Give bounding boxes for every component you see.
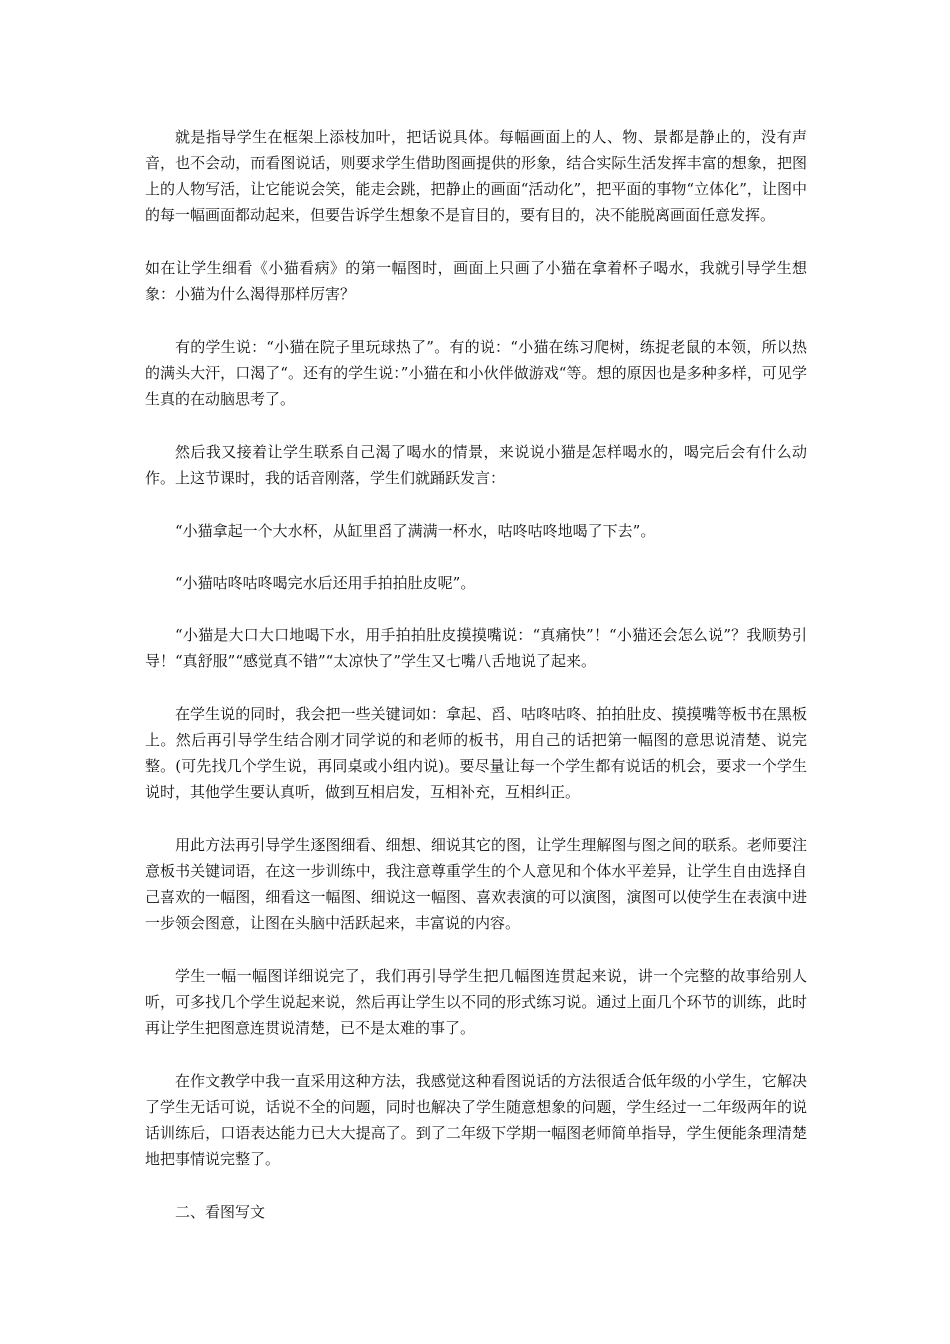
- paragraph-9: 用此方法再引导学生逐图细看、细想、细说其它的图，让学生理解图与图之间的联系。老师要注意板书关键词语，在这一步训练中，我注意尊重学生的个人意见和个体水平差异，让学生自由选择自己喜欢的一幅图，细看这一幅图、细说这一幅图、喜欢表演的可以演图，演图可以使学生在表演中进一步领会图意，让图在头脑中活跃起来，丰富说的内容。: [145, 836, 807, 932]
- paragraph-10: 学生一幅一幅图详细说完了，我们再引导学生把几幅图连贯起来说，讲一个完整的故事给别人听，可多找几个学生说起来说，然后再让学生以不同的形式练习说。通过上面几个环节的训练，此时再让学生把图意连贯说清楚，已不是太难的事了。: [145, 967, 807, 1037]
- document-body: [145, 124, 807, 1225]
- quote-2: “小猫咕咚咕咚喝完水后还用手拍拍肚皮呢”。: [175, 574, 476, 592]
- quote-1: “小猫拿起一个大水杯，从缸里舀了满满一杯水，咕咚咕咚地喝了下去”。: [175, 522, 656, 540]
- paragraph-7: “小猫是大口大口地喝下水，用手拍拍肚皮摸摸嘴说：“真痛快”！“小猫还会怎么说”？我顺势引导！“真舒服”“感觉真不错”“太凉快了”学生又七嘴八舌地说了起来。: [145, 626, 807, 670]
- paragraph-4: 然后我又接着让学生联系自己渴了喝水的情景，来说说小猫是怎样喝水的，喝完后会有什么动作。上这节课时，我的话音刚落，学生们就踊跃发言：: [145, 443, 807, 487]
- paragraph-11: 在作文教学中我一直采用这种方法，我感觉这种看图说话的方法很适合低年级的小学生，它解决了学生无话可说，话说不全的问题，同时也解决了学生随意想象的问题，学生经过一二年级两年的说话训练后，口语表达能力已大大提高了。到了二年级下学期一幅图老师简单指导，学生便能条理清楚地把事情说完整了。: [145, 1072, 807, 1168]
- paragraph-3: 有的学生说：“小猫在院子里玩球热了”。有的说：“小猫在练习爬树，练捉老鼠的本领，所以热的满头大汗，口渴了“。还有的学生说：”小猫在和小伙伴做游戏“等。想的原因也是多种多样，可见学生真的在动脑思考了。: [145, 338, 807, 408]
- paragraph-8: 在学生说的同时，我会把一些关键词如：拿起、舀、咕咚咕咚、拍拍肚皮、摸摸嘴等板书在黑板上。然后再引导学生结合刚才同学说的和老师的板书，用自己的话把第一幅图的意思说清楚、说完整。(可先找几个学生说，再同桌或小组内说)。要尽量让每一个学生都有说话的机会，要求一个学生说时，其他学生要认真听，做到互相启发，互相补充，互相纠正。: [145, 705, 807, 801]
- section-heading: 二、看图写文: [175, 1203, 266, 1221]
- paragraph-1: 就是指导学生在框架上添枝加叶，把话说具体。每幅画面上的人、物、景都是静止的，没有声音，也不会动，而看图说话，则要求学生借助图画提供的形象，结合实际生活发挥丰富的想象，把图上的人物写活，让它能说会笑，能走会跳，把静止的画面“活动化”，把平面的事物“立体化”，让图中的每一幅画面都动起来，但要告诉学生想象不是盲目的，要有目的，决不能脱离画面任意发挥。: [145, 128, 807, 224]
- paragraph-2: 如在让学生细看《小猫看病》的第一幅图时，画面上只画了小猫在拿着杯子喝水，我就引导学生想象：小猫为什么渴得那样厉害？: [145, 259, 807, 303]
